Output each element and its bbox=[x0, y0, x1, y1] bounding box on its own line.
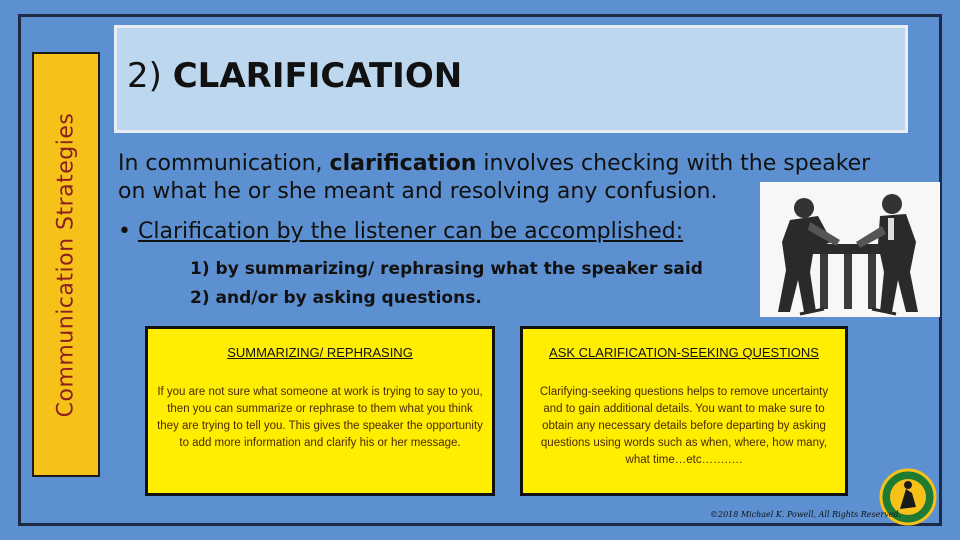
method-number: 2) bbox=[190, 288, 210, 308]
title-number: 2) bbox=[127, 56, 162, 96]
summarizing-card-body: If you are not sure what someone at work is trying to say to you, then you can summarize or rephrase to them what you think they are trying to tell you. This gives the speaker the opportunity to add more information and clarify his or her message. bbox=[157, 386, 483, 449]
method-list bbox=[190, 255, 703, 313]
summarizing-card-heading: SUMMARIZING/ REPHRASING bbox=[227, 345, 413, 360]
intro-bold-term: clarification bbox=[329, 151, 477, 176]
summarizing-card bbox=[145, 326, 495, 496]
bullet-symbol: • bbox=[118, 219, 138, 244]
bullet-item bbox=[118, 219, 683, 244]
questions-card-body: Clarifying-seeking questions helps to remove uncertainty and to gain additional details. You want to make sure to obtain any necessary details before departing by asking questions using words such as when, where, how many, what time…etc…….…. bbox=[539, 386, 829, 466]
intro-part1: In communication, bbox=[118, 151, 330, 176]
method-item bbox=[190, 255, 703, 284]
questions-card bbox=[520, 326, 848, 496]
questions-card-heading: ASK CLARIFICATION-SEEKING QUESTIONS bbox=[549, 345, 819, 360]
method-text: and/or by asking questions. bbox=[215, 288, 482, 308]
intro-part2: involves checking with the speaker on what he or she meant and resolving any confusion. bbox=[118, 151, 871, 204]
method-item bbox=[190, 284, 703, 313]
title-box bbox=[114, 25, 908, 133]
method-number: 1) bbox=[190, 259, 210, 279]
title-word: CLARIFICATION bbox=[172, 56, 463, 96]
bullet-text: Clarification by the listener can be accomplished: bbox=[137, 219, 684, 244]
copyright-notice: ©2018 Michael K. Powell, All Rights Reserved. bbox=[710, 510, 902, 519]
slide-title bbox=[127, 56, 462, 96]
sidebar-label: Communication Strategies bbox=[53, 112, 79, 417]
two-men-reviewing-plans-image bbox=[760, 182, 940, 317]
sidebar-banner bbox=[32, 52, 100, 477]
method-text: by summarizing/ rephrasing what the speaker said bbox=[215, 259, 703, 279]
